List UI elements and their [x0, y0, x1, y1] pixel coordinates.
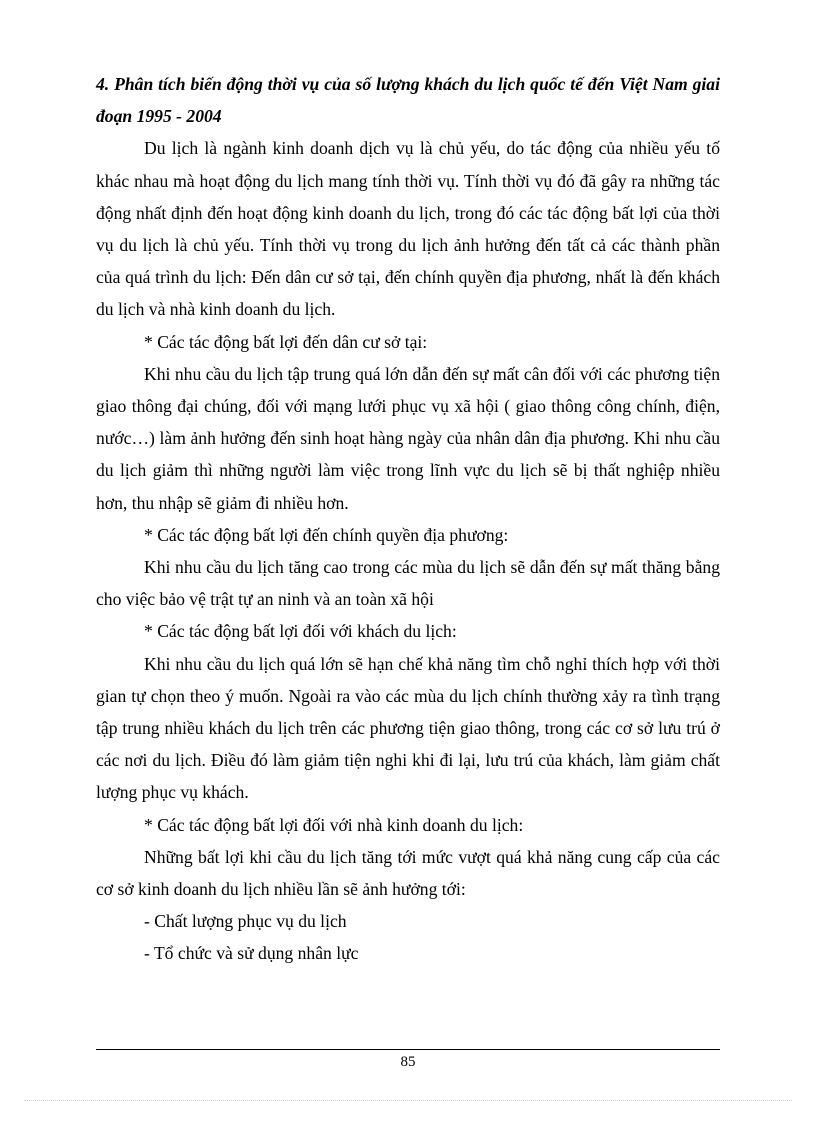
- paragraph-tourists: Khi nhu cầu du lịch quá lớn sẽ hạn chế khả năng tìm chỗ nghỉ thích hợp với thời gian tự chọn theo ý muốn. Ngoài ra vào các mùa du lịch chính thường xảy ra tình trạng tập trung nhiều khách du lịch trên các phương tiện giao thông, trong các cơ sở lưu trú ở các nơi du lịch. Điều đó làm giảm tiện nghi khi đi lại, lưu trú của khách, làm giảm chất lượng phục vụ khách.: [96, 653, 720, 803]
- list-item: - Tổ chức và sử dụng nhân lực: [144, 943, 359, 964]
- document-body: [96, 68, 720, 970]
- footer-divider: [96, 1049, 720, 1050]
- section-heading: 4. Phân tích biến động thời vụ của số lượng khách du lịch quốc tế đến Việt Nam giai đoạn 1995 - 2004: [96, 74, 720, 127]
- page-margin-guide: [24, 1100, 792, 1101]
- paragraph-local-residents: Khi nhu cầu du lịch tập trung quá lớn dẫn đến sự mất cân đối với các phương tiện giao thông đại chúng, đối với mạng lưới phục vụ xã hội ( giao thông công chính, điện, nước…) làm ảnh hưởng đến sinh hoạt hàng ngày của nhân dân địa phương. Khi nhu cầu du lịch giảm thì những người làm việc trong lĩnh vực du lịch sẽ bị thất nghiệp nhiều hơn, thu nhập sẽ giảm đi nhiều hơn.: [96, 363, 720, 513]
- paragraph-local-government: Khi nhu cầu du lịch tăng cao trong các mùa du lịch sẽ dẫn đến sự mất thăng bằng cho việc bảo vệ trật tự an ninh và an toàn xã hội: [96, 557, 720, 610]
- subheading-tourists: * Các tác động bất lợi đối với khách du lịch:: [144, 621, 457, 642]
- subheading-local-residents: * Các tác động bất lợi đến dân cư sở tại:: [144, 331, 428, 352]
- list-item: - Chất lượng phục vụ du lịch: [144, 911, 347, 932]
- paragraph-intro: Du lịch là ngành kinh doanh dịch vụ là chủ yếu, do tác động của nhiều yếu tố khác nhau mà hoạt động du lịch mang tính thời vụ. Tính thời vụ đó đã gây ra những tác động nhất định đến hoạt động kinh doanh du lịch, trong đó các tác động bất lợi của thời vụ du lịch là chủ yếu. Tính thời vụ trong du lịch ảnh hưởng đến tất cả các thành phần của quá trình du lịch: Đến dân cư sở tại, đến chính quyền địa phương, nhất là đến khách du lịch và nhà kinh doanh du lịch.: [96, 138, 720, 320]
- subheading-local-government: * Các tác động bất lợi đến chính quyền địa phương:: [144, 524, 509, 545]
- paragraph-tourism-businesses: Những bất lợi khi cầu du lịch tăng tới mức vượt quá khả năng cung cấp của các cơ sở kinh doanh du lịch nhiều lần sẽ ảnh hưởng tới:: [96, 846, 720, 900]
- subheading-tourism-businesses: * Các tác động bất lợi đối với nhà kinh doanh du lịch:: [144, 814, 524, 835]
- page-number: 85: [400, 1054, 416, 1070]
